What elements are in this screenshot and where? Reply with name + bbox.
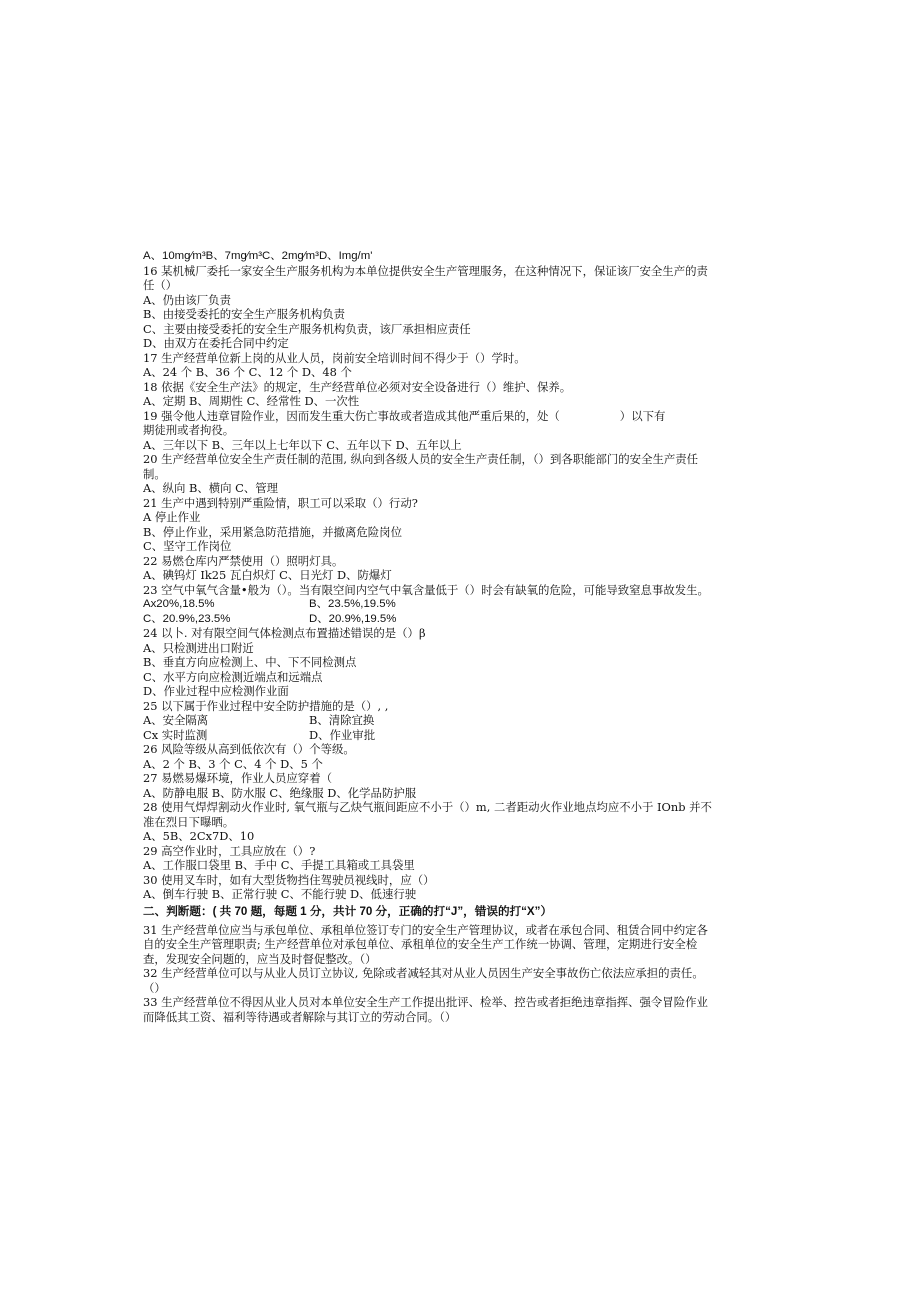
section-2-heading: 二、判断题：( 共 70 题，每题 1 分，共计 70 分，正确的打“J”，错误的打“X”）: [143, 904, 553, 918]
q23-text: 23 空气中氧气含量•般为（）。当有限空间内空气中氧含量低于（）时会有缺氧的危险，可能导致窒息事故发生。: [143, 582, 709, 597]
q25-options-row1: [143, 713, 713, 728]
q26-text: 26 风险等级从高到低依次有（）个等级。: [143, 742, 355, 756]
q24-option-a: A、只检测进出口附近: [143, 640, 254, 655]
q26-options: A、2 个 B、3 个 C、4 个 D、5 个: [143, 756, 323, 771]
q25-option-c: Cx 实时监测: [143, 727, 208, 742]
q23-options-row1: [143, 597, 713, 612]
q25-option-a: A、安全隔离: [143, 713, 209, 727]
q24-option-b: B、垂直方向应检测上、中、下不同检测点: [143, 655, 357, 669]
q19-text-cont: 期徒刑或者拘役。: [143, 423, 235, 437]
q29-text: 29 高空作业时，工具应放在（）?: [143, 843, 316, 858]
q16-text: 16 某机械厂委托一家安全生产服务机构为本单位提供安全生产管理服务，在这种情况下，保证该厂安全生产的责任（）: [143, 263, 708, 292]
q25-options-row2: [143, 728, 713, 743]
q15-options: A、10mg∕m³B、7mg∕m³C、2mg∕m³D、Img/m': [143, 250, 373, 262]
q18-text: 18 依据《安全生产法》的规定，生产经营单位必须对安全设备进行（）维护、保养。: [143, 379, 572, 394]
q22-options: A、碘钨灯 Ik25 瓦白炽灯 C、日光灯 D、防爆灯: [143, 568, 392, 582]
q21-option-a: A 停止作业: [143, 510, 201, 524]
q24-text: 24 以卜. 对有限空间气体检测点布置描述错误的是（）β: [143, 626, 426, 640]
q23-options-row2: [143, 612, 713, 627]
q30-text: 30 使用叉车时，如有大型货物挡住驾驶员视线时，应（）: [143, 872, 435, 887]
q28-options: A、5B、2Cx7D、10: [143, 829, 255, 843]
q23-option-d: D、20.9%,19.5%: [309, 612, 397, 625]
q16-option-a: A、仍由该厂负责: [143, 292, 231, 307]
q23-option-b: B、23.5%,19.5%: [309, 598, 396, 610]
q16-option-b: B、由接受委托的安全生产服务机构负责: [143, 307, 346, 321]
q19-text: [143, 409, 713, 424]
q21-text: 21 生产中遇到特别严重险情，职工可以采取（）行动?: [143, 495, 418, 510]
q17-options: A、24 个 B、36 个 C、12 个 D、48 个: [143, 365, 352, 379]
q27-text: 27 易燃易爆环境，作业人员应穿着（: [143, 771, 332, 785]
q25-option-b: B、清除宜换: [309, 713, 375, 727]
q32-text: 32 生产经营单位可以与从业人员订立协议, 免除或者减轻其对从业人员因生产安全事故伤亡依法应承担的责任。（）: [143, 966, 704, 995]
q17-text: 17 生产经营单位新上岗的从业人员，岗前安全培训时间不得少于（）学时。: [143, 350, 526, 365]
q25-option-d: D、作业审批: [309, 727, 376, 742]
q33-text: 33 生产经营单位不得因从业人员对本单位安全生产工作提出批评、检举、控告或者拒绝违章指挥、强令冒险作业而降低其工资、福利等待遇或者解除与其订立的劳动合同。（）: [143, 995, 708, 1024]
q21-option-b: B、停止作业，采用紧急防范措施，并撤离危险岗位: [143, 524, 402, 539]
q23-option-c: C、20.9%,23.5%: [143, 612, 231, 625]
q19-options: A、三年以下 B、三年以上七年以下 C、五年以下 D、五年以上: [143, 437, 462, 452]
q18-options: A、定期 B、周期性 C、经常性 D、一次性: [143, 394, 360, 408]
q30-options: A、倒车行驶 B、正常行驶 C、不能行驶 D、低速行驶: [143, 887, 417, 901]
q24-option-c: C、水平方向应检测近端点和远端点: [143, 669, 323, 684]
q19-part1: 19 强令他人违章冒险作业，因而发生重大伤亡事故或者造成其他严重后果的，处（: [143, 408, 560, 423]
q19-part2: ）以下有: [619, 408, 666, 423]
q29-options: A、工作服口袋里 B、手中 C、手提工具箱或工具袋里: [143, 858, 415, 872]
exam-page: [143, 249, 713, 1024]
q25-text: 25 以下属于作业过程中安全防护措施的是（）, ,: [143, 698, 389, 713]
q23-option-a: Ax20%,18.5%: [143, 598, 215, 610]
q20-options: A、纵向 B、横向 C、管理: [143, 481, 279, 495]
q20-text: 20 生产经营单位安全生产责任制的范围, 纵向到各级人员的安全生产责任制，（）到各职能部门的安全生产责任制。: [143, 452, 699, 481]
q24-option-d: D、作业过程中应检测作业面: [143, 684, 289, 698]
q22-text: 22 易燃仓库内严禁使用（）照明灯具。: [143, 553, 344, 568]
q31-text: 31 生产经营单位应当与承包单位、承租单位签订专门的安全生产管理协议，或者在承包合同、租赁合同中约定各自的安全生产管理职责; 生产经营单位对承包单位、承租单位的安全生产工作统一协调、管理，定期进行安全检查，发现安全问题的，应当及时督促整改。（）: [143, 922, 708, 966]
q27-options: A、防静电服 B、防水服 C、绝缘服 D、化学品防护服: [143, 785, 417, 800]
q28-text: 28 使用气焊焊割动火作业时, 氧气瓶与乙炔气瓶间距应不小于（）m, 二者距动火作业地点均应不小于 IOnb 并不准在烈日下曝晒。: [143, 800, 712, 829]
q16-option-c: C、主要由接受委托的安全生产服务机构负责，该厂承担相应责任: [143, 321, 471, 336]
q16-option-d: D、由双方在委托合同中约定: [143, 336, 289, 350]
q21-option-c: C、坚守工作岗位: [143, 539, 232, 553]
